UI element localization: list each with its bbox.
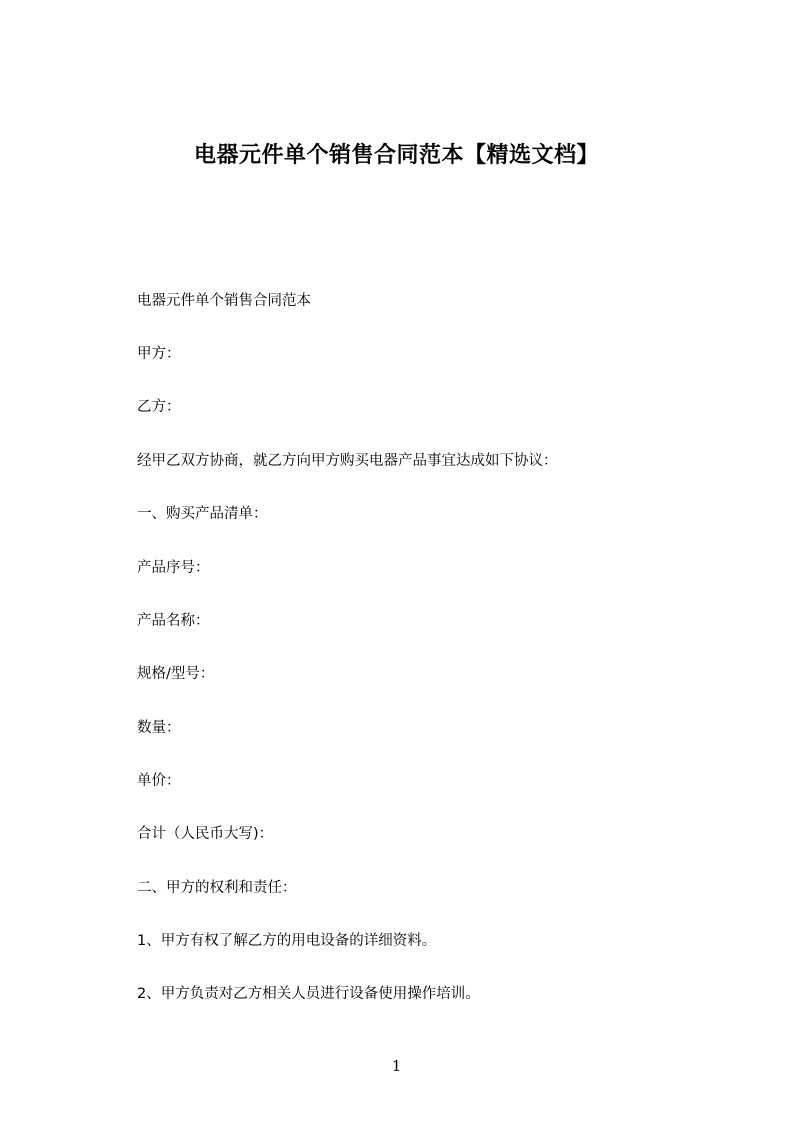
- contract-heading: 电器元件单个销售合同范本: [137, 293, 311, 309]
- section-1-heading: 一、购买产品清单：: [137, 506, 268, 522]
- unit-price-line: 单价：: [137, 773, 181, 789]
- total-line: 合计（人民币大写)：: [137, 826, 274, 842]
- party-b-line: 乙方：: [137, 399, 181, 415]
- document-title: 电器元件单个销售合同范本【精选文档】: [193, 143, 599, 168]
- quantity-line: 数量：: [137, 720, 181, 736]
- clause-2-1: 1、甲方有权了解乙方的用电设备的详细资料。: [137, 933, 437, 949]
- party-a-line: 甲方：: [137, 346, 181, 362]
- agreement-intro: 经甲乙双方协商，就乙方向甲方购买电器产品事宜达成如下协议：: [137, 453, 558, 469]
- product-name-line: 产品名称：: [137, 613, 210, 629]
- section-2-heading: 二、甲方的权利和责任：: [137, 880, 297, 896]
- spec-model-line: 规格/型号：: [137, 666, 215, 682]
- page-number: 1: [391, 1057, 402, 1075]
- product-serial-line: 产品序号：: [137, 560, 210, 576]
- clause-2-2: 2、甲方负责对乙方相关人员进行设备使用操作培训。: [137, 986, 480, 1002]
